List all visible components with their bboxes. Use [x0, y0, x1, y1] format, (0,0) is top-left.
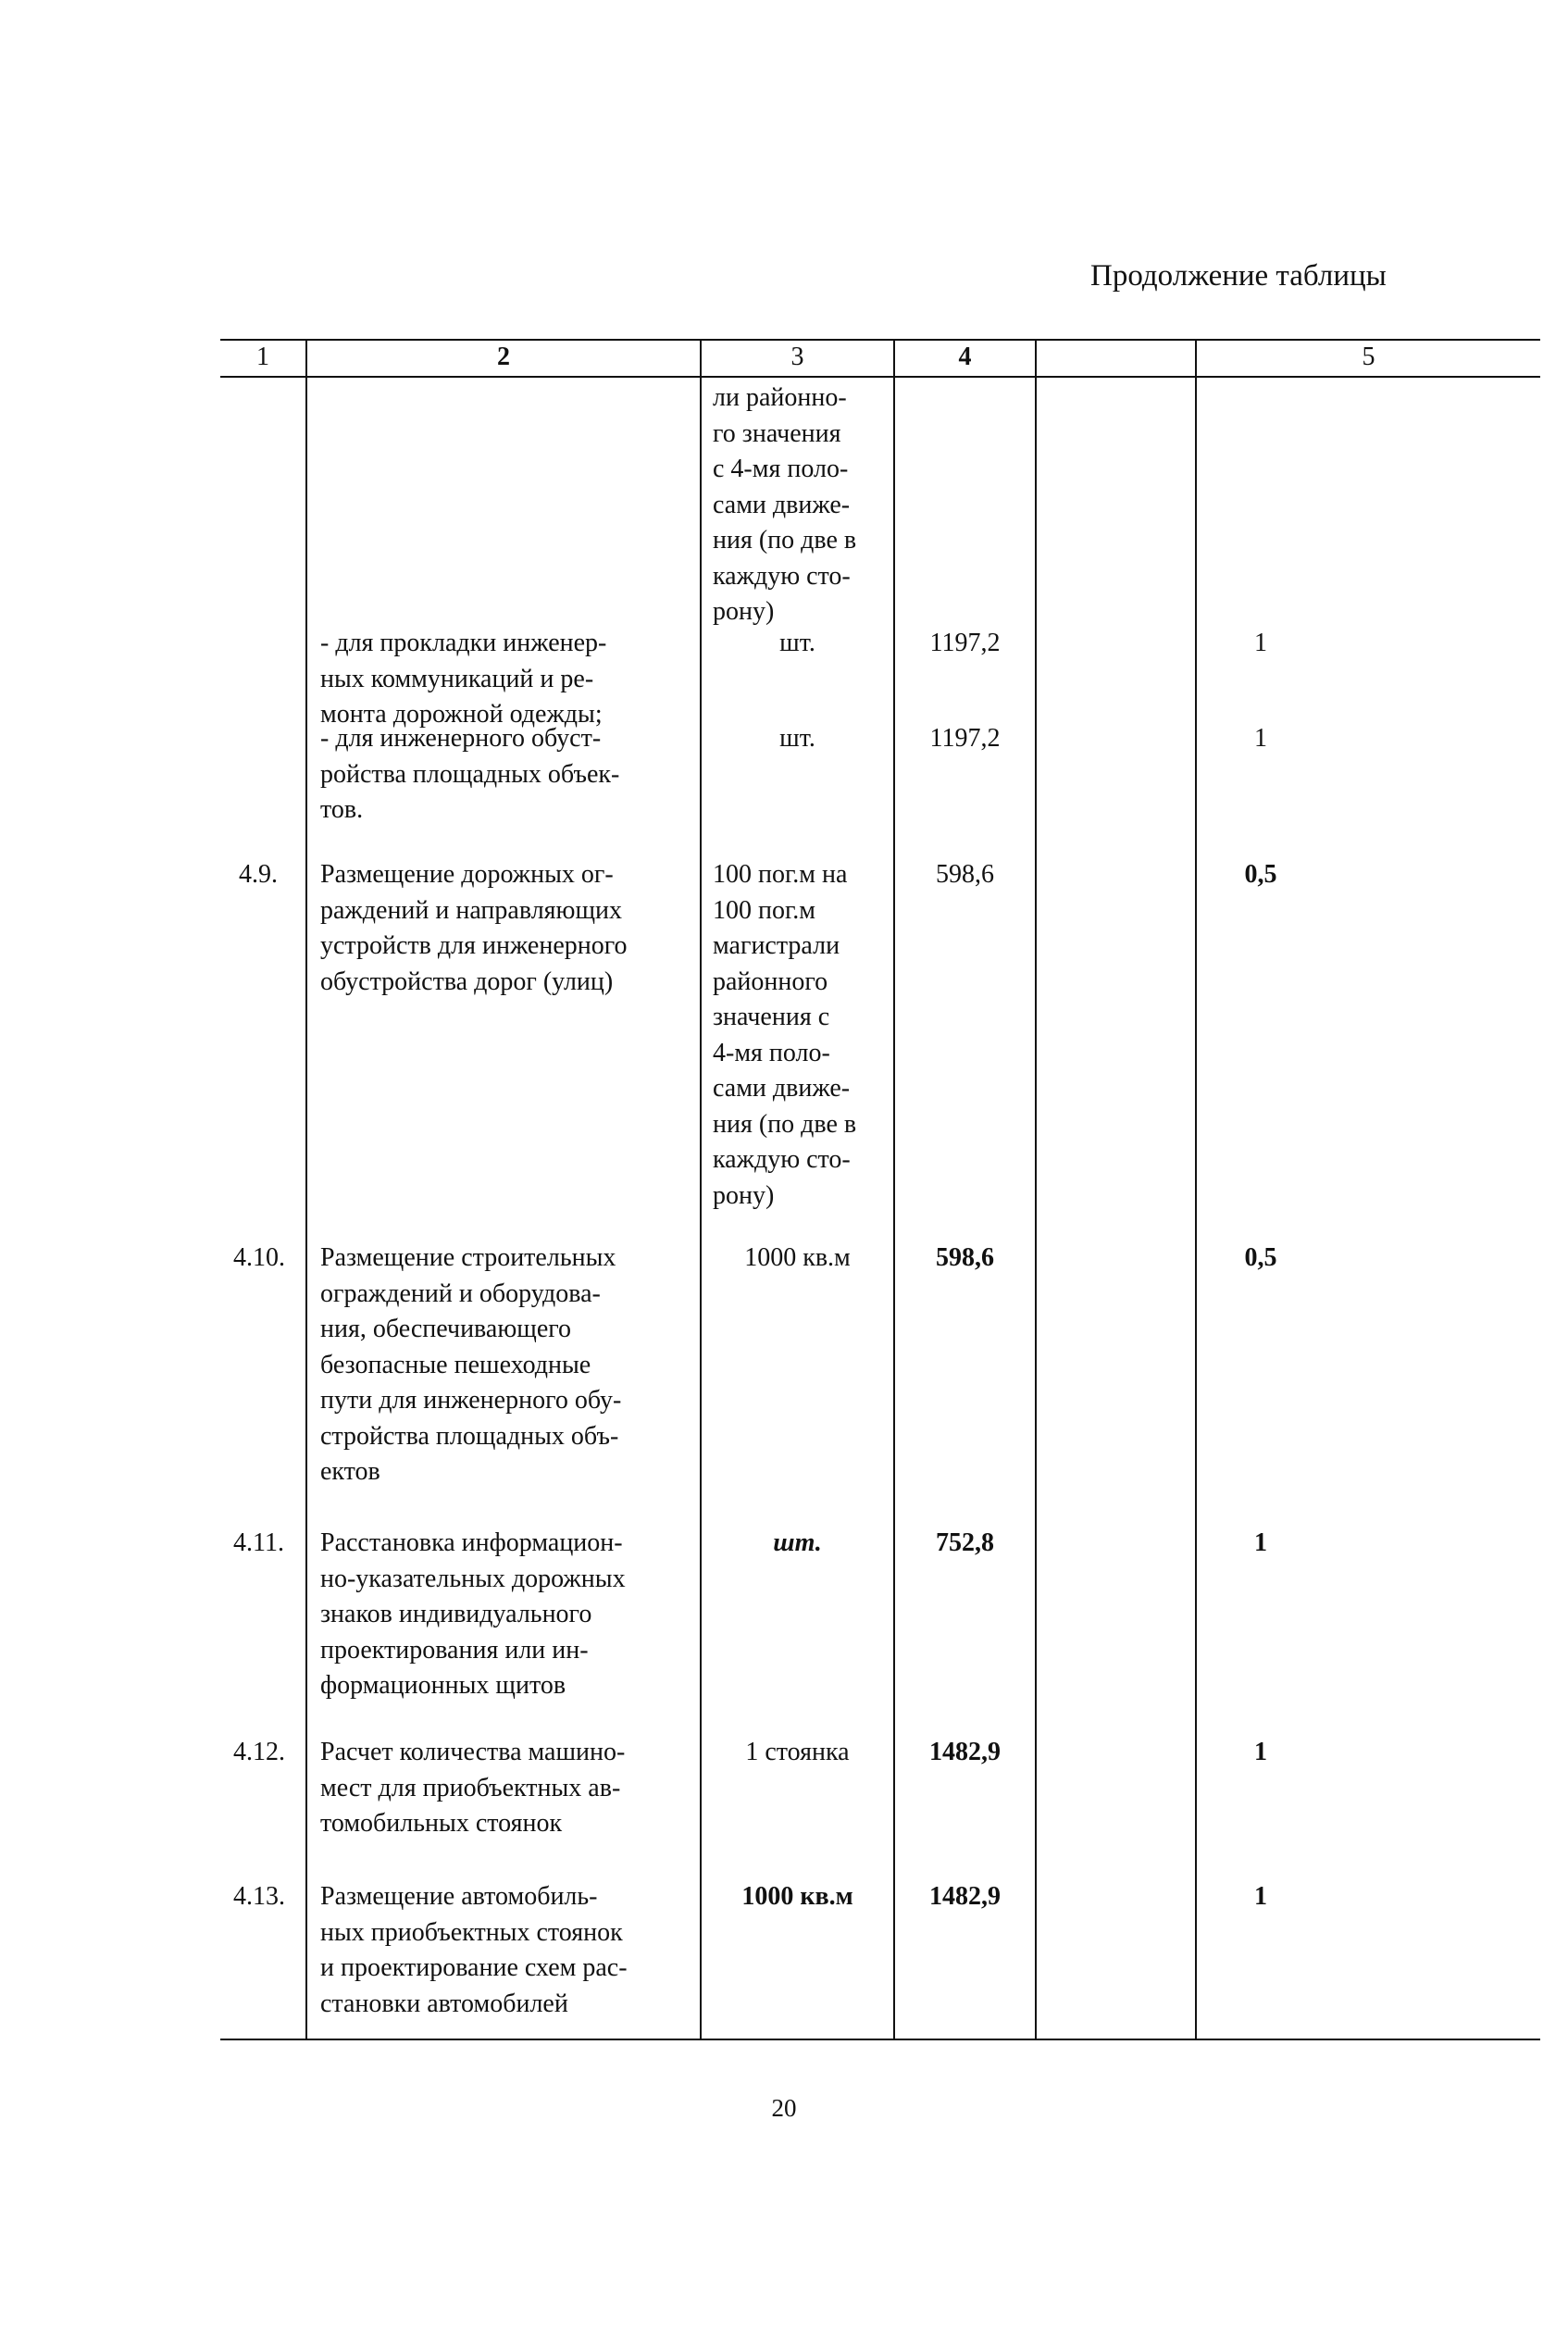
text-line: мест для приобъектных ав- — [320, 1773, 621, 1802]
text-line: районного — [713, 966, 828, 996]
subrow-2-description — [320, 721, 691, 829]
text-line: Расстановка информацион- — [320, 1528, 623, 1557]
text-line: раждений и направляющих — [320, 895, 623, 925]
text-line: ных приобъектных стоянок — [320, 1917, 623, 1947]
text-line: Размещение строительных — [320, 1243, 616, 1272]
text-line: тов. — [320, 795, 364, 824]
text-line: - для инженерного обуст- — [320, 724, 602, 753]
text-line: ния (по две в — [713, 1109, 857, 1139]
column-rule-1 — [305, 339, 307, 2040]
text-line: 4-мя поло- — [713, 1038, 830, 1067]
header-col-5: 5 — [1362, 343, 1375, 371]
row-4-12-coefficient: 1 — [1254, 1738, 1267, 1766]
text-line: формационных щитов — [320, 1671, 566, 1700]
subrow-1-description — [320, 626, 691, 733]
subrow-2-value: 1197,2 — [929, 724, 1001, 753]
text-line: и проектирование схем рас- — [320, 1953, 628, 1982]
row-4-9-description — [320, 857, 691, 1000]
text-line: Размещение автомобиль- — [320, 1882, 598, 1911]
text-line: Расчет количества машино- — [320, 1738, 626, 1766]
norms-table — [220, 339, 1540, 2040]
text-line: ограждений и оборудова- — [320, 1278, 601, 1308]
subrow-1-value: 1197,2 — [929, 629, 1001, 657]
row-4-9-coefficient: 0,5 — [1244, 860, 1277, 889]
header-col-4: 4 — [958, 343, 972, 371]
continued-unit-cell — [713, 380, 885, 630]
text-line: каждую сто- — [713, 561, 851, 591]
subrow-2-coefficient: 1 — [1254, 724, 1267, 753]
text-line: монта дорожной одежды; — [320, 700, 603, 729]
header-col-3: 3 — [790, 343, 804, 371]
text-line: пути для инженерного обу- — [320, 1386, 622, 1415]
text-line: становки автомобилей — [320, 1989, 568, 2018]
text-line: ния, обеспечивающего — [320, 1315, 572, 1343]
text-line: с 4-мя поло- — [713, 455, 849, 483]
text-line: ли районно- — [713, 383, 847, 412]
row-4-10-description — [320, 1241, 691, 1490]
text-line: рону) — [713, 1180, 775, 1210]
text-line: сами движе- — [713, 490, 851, 519]
row-4-10-unit: 1000 кв.м — [744, 1243, 851, 1272]
text-line: ектов — [320, 1457, 380, 1486]
table-continuation-heading: Продолжение таблицы — [1090, 259, 1387, 293]
text-line: устройств для инженерного — [320, 931, 628, 960]
row-4-10-number: 4.10. — [233, 1243, 285, 1272]
subrow-2-unit: шт. — [779, 724, 815, 753]
row-4-13-coefficient: 1 — [1254, 1882, 1267, 1911]
text-line: знаков индивидуального — [320, 1600, 592, 1628]
text-line: - для прокладки инженер- — [320, 629, 607, 657]
row-4-13-number: 4.13. — [233, 1882, 285, 1911]
text-line: но-указательных дорожных — [320, 1564, 626, 1593]
row-4-9-unit — [713, 857, 885, 1214]
row-4-11-description — [320, 1526, 691, 1704]
row-4-13-unit: 1000 кв.м — [741, 1882, 853, 1911]
row-4-12-number: 4.12. — [233, 1738, 285, 1766]
text-line: обустройства дорог (улиц) — [320, 966, 614, 996]
page-number: 20 — [771, 2094, 797, 2122]
table-bottom-rule — [220, 2039, 1540, 2040]
row-4-11-coefficient: 1 — [1254, 1528, 1267, 1557]
text-line: значения с — [713, 1003, 830, 1031]
row-4-10-value: 598,6 — [936, 1243, 994, 1272]
header-bottom-rule — [220, 376, 1540, 378]
column-rule-4 — [1035, 339, 1037, 2040]
text-line: томобильных стоянок — [320, 1809, 563, 1838]
column-rule-5 — [1195, 339, 1197, 2040]
text-line: го значения — [713, 418, 841, 448]
row-4-12-unit: 1 стоянка — [745, 1738, 850, 1766]
text-line: ния (по две в — [713, 526, 857, 555]
row-4-11-unit: шт. — [773, 1528, 822, 1557]
row-4-12-description — [320, 1735, 691, 1842]
header-col-1: 1 — [256, 343, 269, 371]
text-line: ройства площадных объек- — [320, 759, 620, 789]
row-4-9-value: 598,6 — [936, 860, 994, 889]
text-line: 100 пог.м на — [713, 860, 848, 889]
row-4-11-value: 752,8 — [936, 1528, 994, 1557]
column-rule-2 — [700, 339, 702, 2040]
text-line: сами движе- — [713, 1074, 851, 1103]
text-line: Размещение дорожных ог- — [320, 860, 614, 889]
subrow-1-unit: шт. — [779, 629, 815, 657]
text-line: каждую сто- — [713, 1145, 851, 1174]
text-line: безопасные пешеходные — [320, 1350, 591, 1379]
row-4-12-value: 1482,9 — [929, 1738, 1001, 1766]
row-4-13-value: 1482,9 — [929, 1882, 1001, 1911]
column-rule-3 — [893, 339, 895, 2040]
text-line: ных коммуникаций и ре- — [320, 664, 594, 693]
subrow-1-coefficient: 1 — [1254, 629, 1267, 657]
row-4-13-description — [320, 1879, 691, 2022]
row-4-10-coefficient: 0,5 — [1244, 1243, 1277, 1272]
header-col-2: 2 — [497, 343, 510, 371]
row-4-9-number: 4.9. — [239, 860, 278, 889]
text-line: рону) — [713, 597, 775, 626]
text-line: стройства площадных объ- — [320, 1421, 619, 1451]
text-line: проектирования или ин- — [320, 1635, 589, 1665]
row-4-11-number: 4.11. — [233, 1528, 284, 1557]
text-line: 100 пог.м — [713, 895, 816, 925]
text-line: магистрали — [713, 931, 840, 960]
